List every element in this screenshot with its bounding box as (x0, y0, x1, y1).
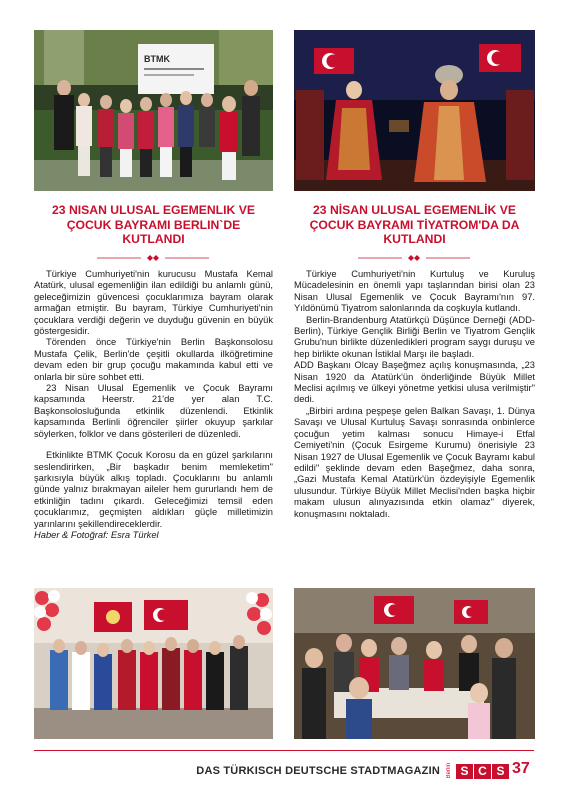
magazine-name: DAS TÜRKISCH DEUTSCHE STADTMAGAZIN (196, 765, 440, 777)
paragraph: 23 Nisan Ulusal Egemenlik ve Çocuk Bayramı kapsamında Heerstr. 21'de yer alan T.C. Başkonsolosluğunda etkinlik düzenlendi. Etkinlik kapsamında Berlinli öğrenciler şiirler okuyup şarkılar söylerken, folklor ve dans gösterileri de düzenledi. (34, 383, 273, 439)
paragraph: Etkinlikte BTMK Çocuk Korosu da en güzel şarkılarını seslendirirken, „Bir başkadır benim memleketim" şarkısıyla büyük alkış topladı. Çocuklarını bu anlamlı günde yalnız bırakmayan aileler hem gururlandı hem de etkinliğin tadını çıkardı. Geleceğimizi temsil eden çocuklarımız, geçmişten aldıkları güçle milletimizin yarınlarını şekillendireceklerdir. (34, 450, 273, 529)
logo-letter: S (456, 764, 473, 779)
families-with-flags-photo (294, 588, 535, 739)
footer-city: Berlin (446, 763, 452, 779)
paragraph: „Birbiri ardına peşpeşe gelen Balkan Savaşı, 1. Dünya Savaşı ve Ulusal Kurtuluş Savaşı sonrasında onbinlerce çocuğun yetim kalması sonucu Himaye-i Etfal Cemiyeti'nin (Çocuk Esirgeme Kurumu) önerisiyle 23 Nisan 1927 de Ulusal Egemenlik ve Çocuk Bayramı kabul edildi" şeklinde devam eden Başeğmez, daha sonra, „Gazi Mustafa Kemal Atatürk'ün özdeyişiyle Egemenlik ulusundur. Türkiye Büyük Millet Meclisi'nden başka hiçbir makam ulusun alınyazısında etkin olamaz" diyerek, konuşmasını noktaladı. (294, 405, 535, 519)
paragraph: Türkiye Cumhuriyeti'nin Kurtuluş ve Kuruluş Mücadelesinin en önemli yapı taşlarından birisi olan 23 Nisan Ulusal Egemenlik ve Çocuk Bayramı'nın 97. Yıldönümü Tiyatrom salonlarında da coşkuyla kutlandı. (294, 269, 535, 314)
svg-text:BTMK: BTMK (144, 54, 170, 64)
left-article-body (34, 269, 273, 541)
logo-letter: C (474, 764, 491, 779)
scs-logo (456, 764, 509, 779)
paragraph: Berlin-Brandenburg Atatürkçü Düşünce Derneği (ADD-Berlin), Türkiye Gençlik Birliği Berlin ve Tiyatrom Gençlik Grubu'nun birlikte düzenledikleri program saygı duruşu ve hep birlikte okunan İstiklal Marşı ile başladı. (294, 314, 535, 359)
paragraph: ADD Başkanı Olcay Başeğmez açılış konuşmasında, „23 Nisan 1920 da Atatürk'ün önderliğinde Büyük Millet Meclisi açılmış ve ülkeyi yönetme yetkisi ulusa verilmiştir" dedi. (294, 360, 535, 405)
page-number: 37 (512, 760, 530, 777)
left-article-heading: 23 NISAN ULUSAL EGEMENLIK VE ÇOCUK BAYRAMI BERLIN`DE KUTLANDI (52, 203, 255, 246)
left-heading-ornament (97, 254, 209, 262)
logo-letter: S (492, 764, 509, 779)
paragraph: Türkiye Cumhuriyeti'nin kurucusu Mustafa Kemal Atatürk, ulusal egemenliğin ilan edildiği bu anlamlı günü, geleceğimizin güvencesi çocuklarımıza bayram olarak armağan etmiştir. Bu bayram, Türkiye Cumhuriyeti'nin çocuklara verdiği değerin ve duyduğu güvenin en büyük göstergesidir. (34, 269, 273, 337)
paragraph: Törenden önce Türkiye'nin Berlin Başkonsolosu Mustafa Çelik, Berlin'de çeşitli okullarda ilköğretimine devam eden bir grup çocuğu makamında kabul etti ve onlarla bir süre sohbet etti. (34, 337, 273, 382)
right-article-heading: 23 NİSAN ULUSAL EGEMENLİK VE ÇOCUK BAYRAMI TİYATROM'DA DA KUTLANDI (309, 203, 520, 246)
theatre-stage-photo (294, 30, 535, 191)
right-article-body (294, 269, 535, 520)
children-with-btmk-banner-photo (34, 30, 273, 191)
photo-credit: Haber & Fotoğraf: Esra Türkel (34, 529, 159, 540)
footer-rule (34, 750, 534, 751)
folk-dance-children-flags-photo (34, 588, 273, 739)
right-heading-ornament (358, 254, 470, 262)
